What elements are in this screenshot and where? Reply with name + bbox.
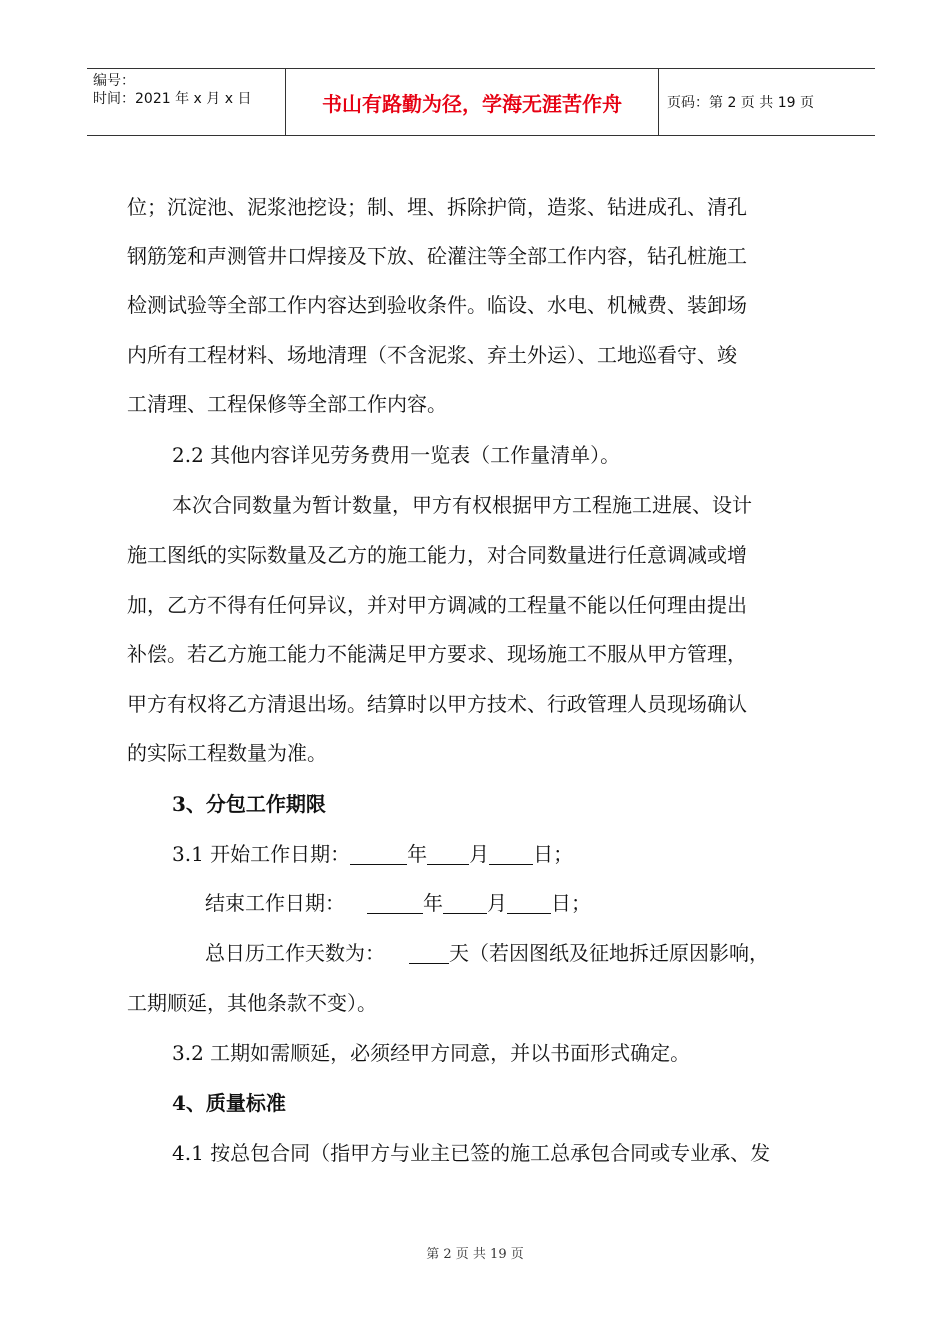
- body-line-2: 钢筋笼和声测管井口焊接及下放、砼灌注等全部工作内容，钻孔桩施工: [127, 244, 747, 268]
- year-label: 年: [423, 891, 443, 915]
- end-date-line: [205, 889, 591, 917]
- body-line-7: 本次合同数量为暂计数量，甲方有权根据甲方工程施工进展、设计: [172, 493, 752, 517]
- day-label: 日；: [533, 842, 574, 866]
- end-year-blank[interactable]: [367, 893, 423, 914]
- end-month-blank[interactable]: [443, 893, 487, 914]
- body-line-1: 位；沉淀池、泥浆池挖设；制、埋、拆除护筒，造浆、钻进成孔、清孔: [127, 195, 747, 219]
- start-year-blank[interactable]: [350, 844, 407, 865]
- total-days-rest: 天（若因图纸及征地拆迁原因影响，: [449, 941, 769, 965]
- start-month-blank[interactable]: [427, 844, 469, 865]
- total-days-continuation: 工期顺延，其他条款不变）。: [127, 991, 377, 1015]
- total-days-line: [205, 939, 769, 967]
- month-label: 月: [469, 842, 490, 866]
- clause-4-1: 4.1 按总包合同（指甲方与业主已签的施工总承包合同或专业承、发: [172, 1141, 771, 1165]
- clause-3-2: 3.2 工期如需顺延，必须经甲方同意，并以书面形式确定。: [172, 1041, 691, 1065]
- year-label: 年: [407, 842, 428, 866]
- document-time-label: 时间：2021 年 x 月 x 日: [93, 91, 252, 107]
- start-date-label: 3.1 开始工作日期：: [172, 842, 351, 866]
- end-date-label: 结束工作日期：: [205, 891, 345, 915]
- section-3-heading: 3、分包工作期限: [172, 792, 326, 816]
- page-header: [87, 68, 875, 136]
- section-4-heading: 4、质量标准: [172, 1091, 286, 1115]
- end-day-blank[interactable]: [507, 893, 551, 914]
- body-line-10: 补偿。若乙方施工能力不能满足甲方要求、现场施工不服从甲方管理，: [127, 642, 747, 666]
- document-number-label: 编号：: [93, 73, 135, 89]
- body-line-11: 甲方有权将乙方清退出场。结算时以甲方技术、行政管理人员现场确认: [127, 692, 747, 716]
- header-meta: [87, 69, 286, 135]
- body-line-8: 施工图纸的实际数量及乙方的施工能力，对合同数量进行任意调减或增: [127, 543, 747, 567]
- start-date-line: [172, 840, 573, 868]
- body-line-5: 工清理、工程保修等全部工作内容。: [127, 392, 447, 416]
- body-line-3: 检测试验等全部工作内容达到验收条件。临设、水电、机械费、装卸场: [127, 293, 747, 317]
- body-line-4: 内所有工程材料、场地清理（不含泥浆、弃土外运）、工地巡看守、竣: [127, 343, 737, 367]
- total-days-blank[interactable]: [409, 943, 449, 964]
- start-day-blank[interactable]: [489, 844, 533, 865]
- body-line-12: 的实际工程数量为准。: [127, 741, 327, 765]
- page-footer: 第 2 页 共 19 页: [426, 1247, 524, 1262]
- clause-2-2: 2.2 其他内容详见劳务费用一览表（工作量清单）。: [172, 443, 621, 467]
- day-label: 日；: [551, 891, 591, 915]
- month-label: 月: [487, 891, 507, 915]
- header-page-info: 页码：第 2 页 共 19 页: [667, 95, 814, 111]
- total-days-label: 总日历工作天数为：: [205, 941, 385, 965]
- header-motto: 书山有路勤为径，学海无涯苦作舟: [286, 69, 659, 135]
- body-line-9: 加，乙方不得有任何异议，并对甲方调减的工程量不能以任何理由提出: [127, 593, 747, 617]
